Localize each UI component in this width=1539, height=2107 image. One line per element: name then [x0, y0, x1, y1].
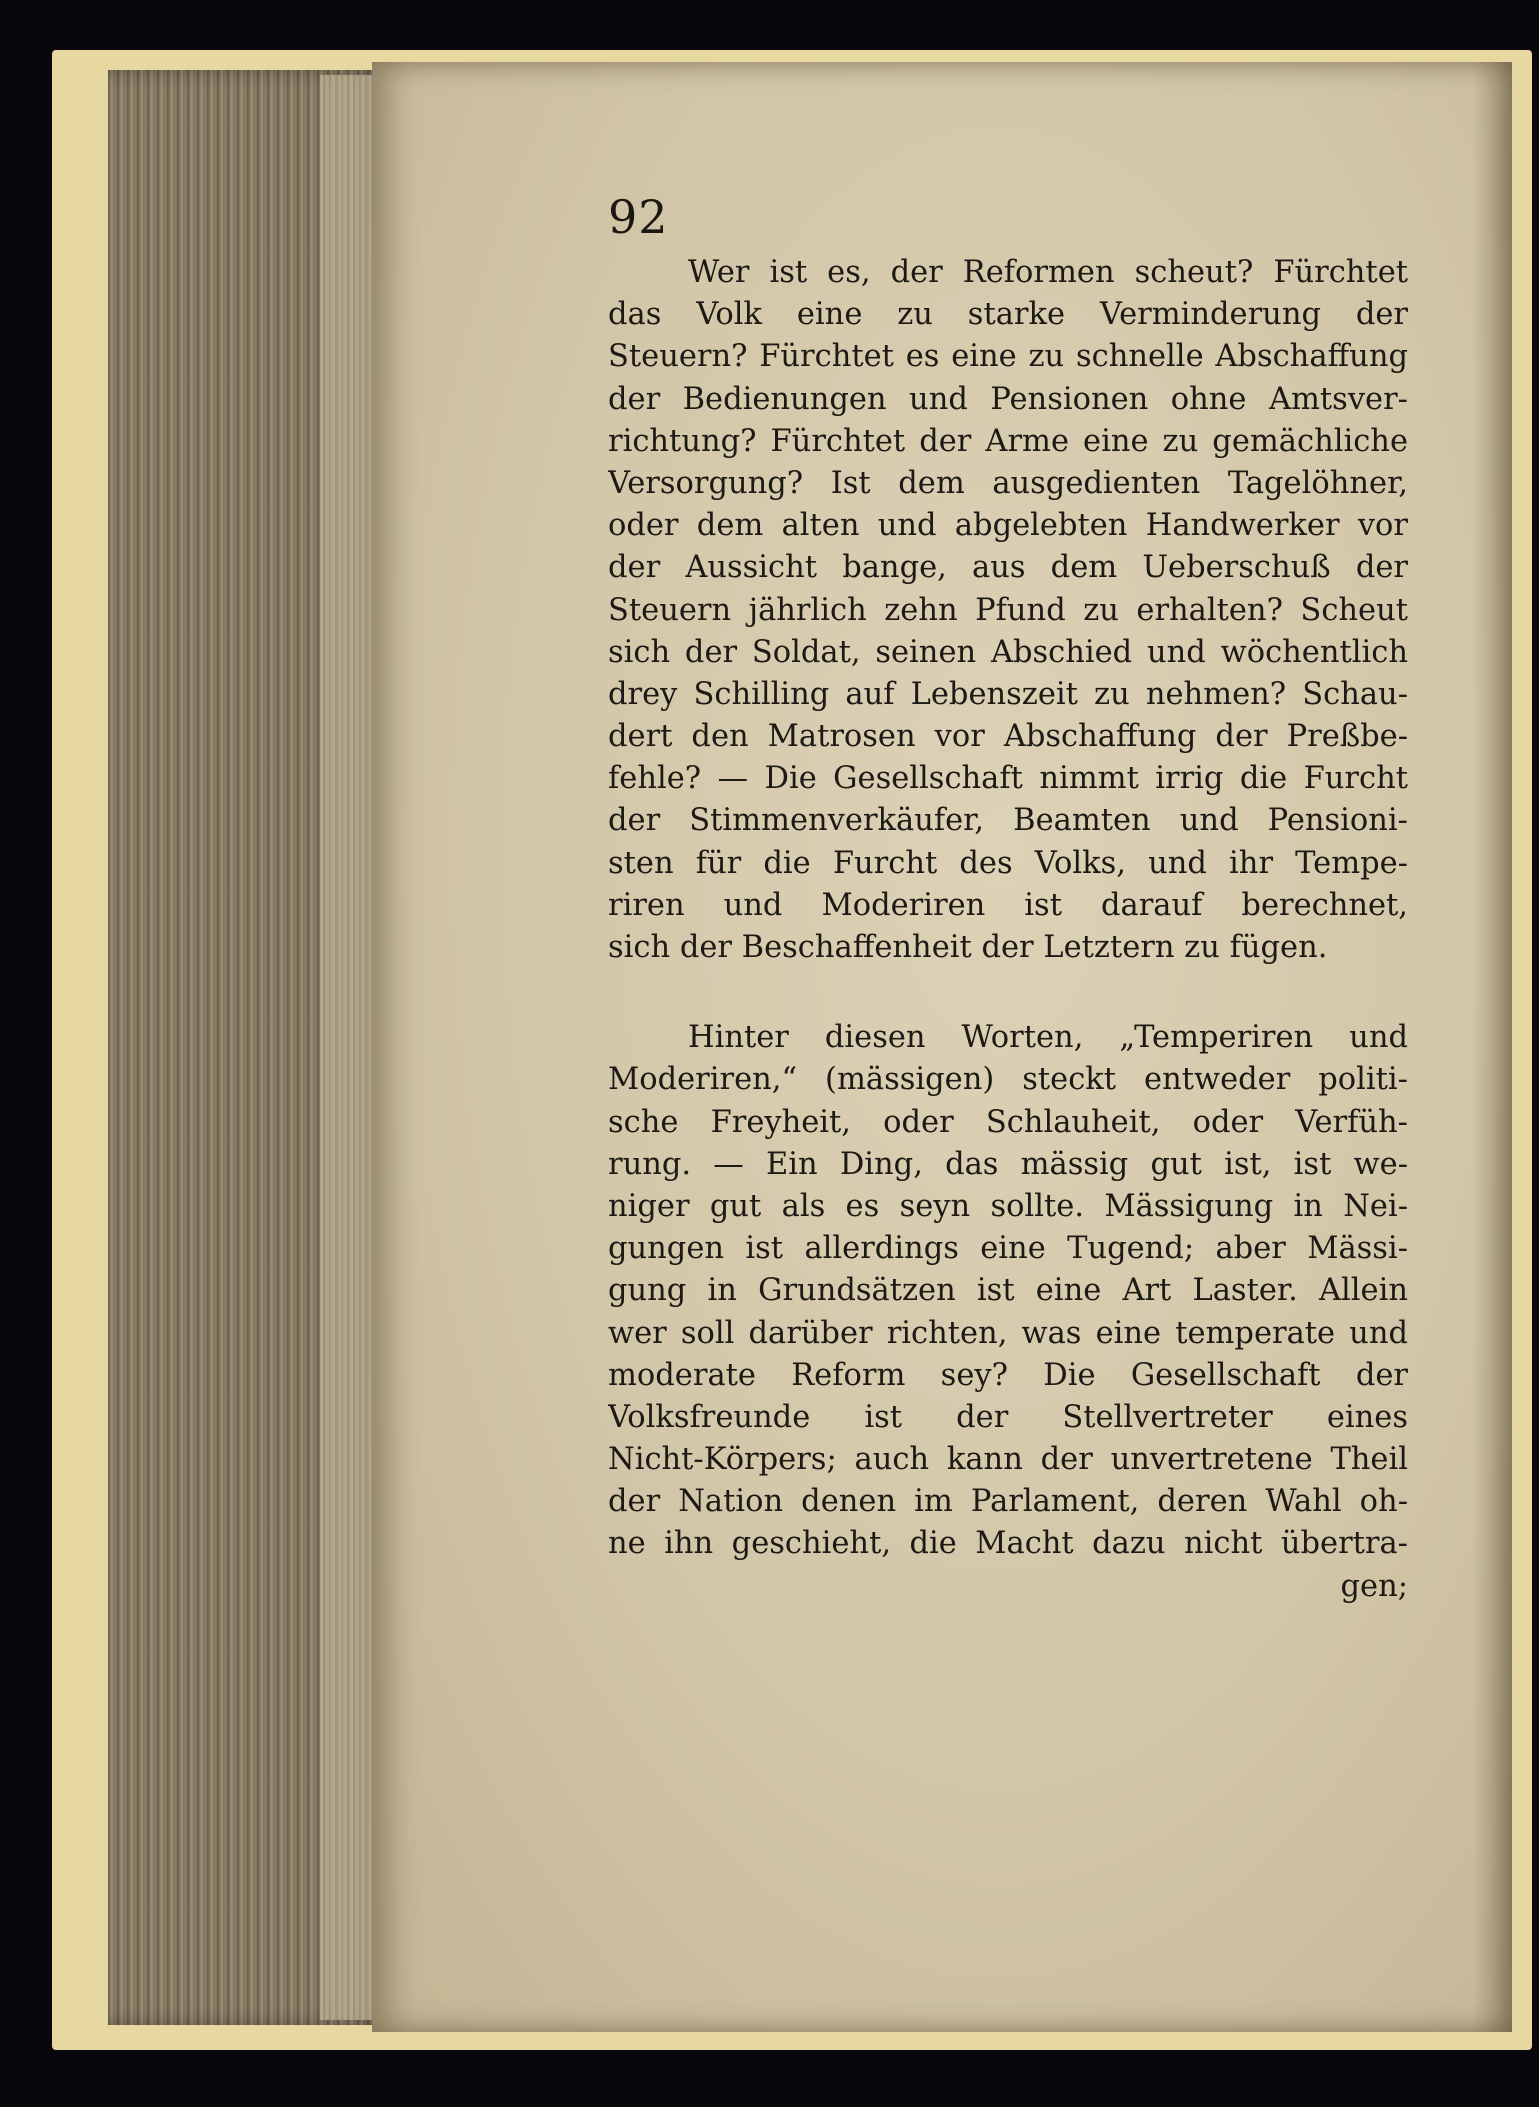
paragraph-2 [608, 1017, 1408, 1608]
text-line: sich der Soldat, seinen Abschied und wöchentlich [608, 634, 1408, 670]
page-text [608, 252, 1408, 1608]
text-line: der Aussicht bange, aus dem Ueberschuß der [608, 550, 1408, 586]
text-line: niger gut als es seyn sollte. Mässigung in Nei- [608, 1188, 1408, 1224]
text-line: riren und Moderiren ist darauf berechnet, [608, 887, 1408, 923]
text-line: dert den Matrosen vor Abschaffung der Preßbe- [608, 719, 1408, 755]
text-line: der Bedienungen und Pensionen ohne Amtsver- [608, 381, 1408, 417]
text-line: Moderiren,“ (mässigen) steckt entweder politi- [608, 1062, 1408, 1098]
text-line: richtung? Fürchtet der Arme eine zu gemächliche [608, 423, 1408, 459]
text-line: drey Schilling auf Lebenszeit zu nehmen? Schau- [608, 676, 1408, 712]
text-line: sten für die Furcht des Volks, und ihr Tempe- [608, 845, 1408, 881]
text-line: oder dem alten und abgelebten Handwerker vor [608, 508, 1408, 544]
text-line: der Stimmenverkäufer, Beamten und Pensioni- [608, 803, 1408, 839]
text-line: Steuern jährlich zehn Pfund zu erhalten? Scheut [608, 592, 1408, 628]
text-line: Steuern? Fürchtet es eine zu schnelle Abschaffung [608, 339, 1408, 375]
text-line: Volksfreunde ist der Stellvertreter eines [608, 1399, 1408, 1435]
text-line: das Volk eine zu starke Verminderung der [608, 297, 1408, 333]
text-line: der Nation denen im Parlament, deren Wahl oh- [608, 1484, 1408, 1520]
paragraph-1 [608, 252, 1408, 969]
catchword: gen; [1340, 1568, 1408, 1604]
text-line: Versorgung? Ist dem ausgedienten Tagelöhner, [608, 465, 1408, 501]
text-line: gungen ist allerdings eine Tugend; aber Mässi- [608, 1231, 1408, 1267]
text-line: sich der Beschaffenheit der Letztern zu fügen. [608, 930, 1328, 965]
text-line: wer soll darüber richten, was eine temperate und [608, 1315, 1408, 1351]
text-line: Hinter diesen Worten, „Temperiren und [688, 1020, 1408, 1056]
text-line: sche Freyheit, oder Schlauheit, oder Verfüh- [608, 1104, 1408, 1140]
book-page [372, 62, 1512, 2032]
page-gutter-shadow [1472, 62, 1512, 2032]
text-line: rung. — Ein Ding, das mässig gut ist, ist we- [608, 1146, 1408, 1182]
text-line: moderate Reform sey? Die Gesellschaft der [608, 1357, 1408, 1393]
text-line: fehle? — Die Gesellschaft nimmt irrig die Furcht [608, 761, 1408, 797]
text-line: ne ihn geschieht, die Macht dazu nicht übertra- [608, 1526, 1408, 1562]
text-line: gung in Grundsätzen ist eine Art Laster. Allein [608, 1273, 1408, 1309]
paragraph-gap [608, 969, 1408, 1017]
page-number: 92 [608, 190, 669, 244]
text-line: Wer ist es, der Reformen scheut? Fürchtet [688, 255, 1408, 290]
text-line: Nicht-Körpers; auch kann der unvertretene Theil [608, 1442, 1408, 1478]
